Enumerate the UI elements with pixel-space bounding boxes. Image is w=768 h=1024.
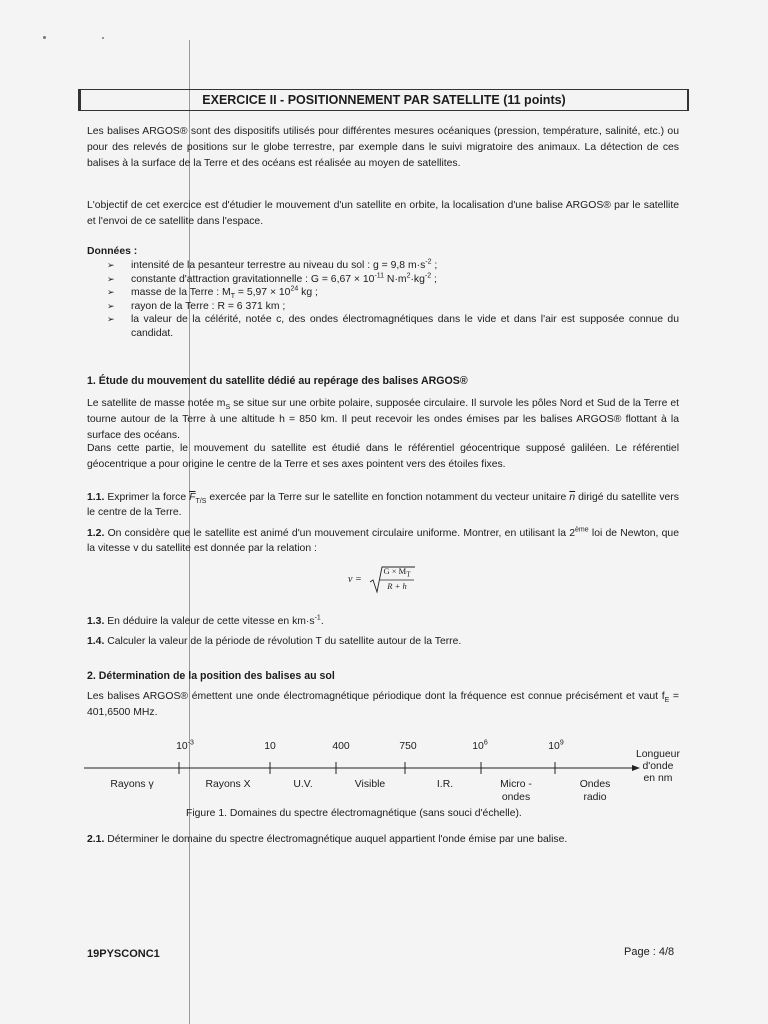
scan-speck [43,36,46,39]
section-1-paragraph-1: Le satellite de masse notée $m_S$ se situe sur une orbite polaire, supposée circulaire. Il survole les pôles Nord et Sud de la Terre et tourne autour de la Terre à une altitude h = 850 km. Il peut recevoir les ondes émises par les balises ARGOS® flottant à la surface des océans. [87,398,680,441]
donnee-item: ➢ intensité de la pesanteur terrestre au niveau du sol : g = 9,8 $m\cdot s^{-2}$ ; [107,259,679,273]
wavelength-tick-label: 10 [264,741,276,752]
wavelength-tick-label: $10^9$ [548,739,564,752]
question-1-1: 1.1. Exprimer la force $\overline{F}_{T/S}$ exercée par la Terre sur le satellite en fonction notamment du vecteur unitaire $\overline{n}$ dirigé du satellite vers le centre de la Terre. [87,492,679,518]
formula-numerator: $G \times M_T$ [383,566,411,579]
wavelength-tick-label: $10^{-3}$ [176,739,194,752]
donnee-item: ➢ masse de la Terre : $M_T = 5,97 \times 10^{24}$ kg ; [107,286,679,300]
donnees-label: Données : [87,246,138,257]
spectrum-domain: U.V. [293,779,313,790]
wavelength-tick-label: 750 [399,741,417,752]
wavelength-unit-label: Longueur d'onde en nm [636,749,680,784]
spectrum-domain: Visible [354,779,386,790]
wavelength-tick-label: $10^6$ [472,739,488,752]
exam-code: 19PYSCONC1 [87,948,160,960]
velocity-formula [348,564,488,596]
donnee-item: ➢ constante d'attraction gravitationnelle : $G = 6,67 \times 10^{-11}$ $N\cdot m^2\cdot kg^{-2}$ ; [107,273,679,287]
spectrum-domain: I.R. [436,779,454,790]
section-2-paragraph-1: Les balises ARGOS® émettent une onde électromagnétique périodique dont la fréquence est connue précisément et vaut $f_E = 401,6500$ MHz. [87,691,679,718]
page-number: Page : 4/8 [624,946,675,958]
figure-caption: Figure 1. Domaines du spectre électromagnétique (sans souci d'échelle). [186,808,522,819]
spectrum-domain: Ondes radio [579,779,611,803]
section-2-heading: 2. Détermination de la position des balises au sol [87,670,335,682]
intro-paragraph-1: Les balises ARGOS® sont des dispositifs utilisés pour différentes mesures océaniques (pression, température, salinité, etc.) ou pour des relevés de positions sur le globe terrestre, par exemple dans le suivi migratoire des animaux. La détection de ces balises à la surface de la Terre et des océans est réalisée au moyen de satellites. [87,126,679,169]
donnee-item: ➢ rayon de la Terre : R = 6 371 km ; [107,300,679,314]
wavelength-tick-label: 400 [332,741,350,752]
section-1-paragraph-2: Dans cette partie, le mouvement du satellite est étudié dans le référentiel géocentrique supposé galiléen. Le référentiel géocentrique a pour origine le centre de la Terre et ses axes pointent vers des étoiles fixes. [87,443,679,470]
spectrum-domain: Rayons X [205,779,251,790]
formula-denominator: R + h [387,581,407,591]
question-1-2: 1.2. On considère que le satellite est animé d'un mouvement circulaire uniforme. Montrer, en utilisant la 2ème loi de Newton, que la vitesse v du satellite est donnée par la relation : [87,526,679,554]
intro-paragraph-2: L'objectif de cet exercice est d'étudier le mouvement d'un satellite en orbite, la localisation d'une balise ARGOS® par le satellite et l'envoi de ce satellite dans l'espace. [87,200,679,227]
donnees-list [107,259,679,341]
section-1-heading: 1. Étude du mouvement du satellite dédié au repérage des balises ARGOS® [87,375,468,387]
formula-lhs: v = [348,574,362,585]
donnee-item: ➢ la valeur de la célérité, notée c, des ondes électromagnétiques dans le vide et dans l'air est supposée connue du candidat. [107,313,679,340]
question-1-4: 1.4. Calculer la valeur de la période de révolution T du satellite autour de la Terre. [87,636,462,647]
question-1-3: 1.3. En déduire la valeur de cette vitesse en $km\cdot s^{-1}$. [87,614,324,627]
spectrum-axis [84,758,644,778]
spectrum-domain: Micro - ondes [500,779,532,803]
scan-speck [102,37,104,39]
spectrum-domain: Rayons γ [110,779,154,790]
question-2-1: 2.1. Déterminer le domaine du spectre électromagnétique auquel appartient l'onde émise par une balise. [87,834,568,845]
exercise-title: EXERCICE II - POSITIONNEMENT PAR SATELLITE (11 points) [78,89,689,111]
